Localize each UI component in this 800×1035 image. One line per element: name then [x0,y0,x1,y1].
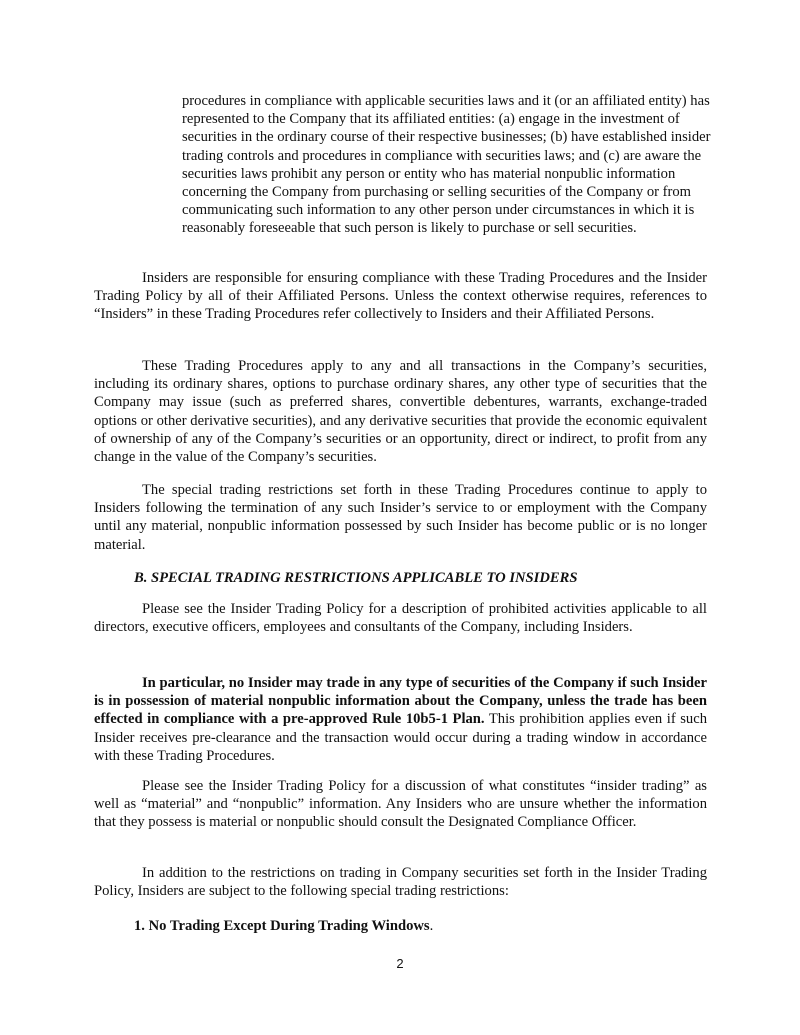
paragraph-insiders-responsible: Insiders are responsible for ensuring compliance with these Trading Procedures and the Insider Trading Policy by all of their Affiliated Persons. Unless the context otherwise requires, references to “Insiders” in these Trading Procedures refer collectively to Insiders and their Affiliated Persons. [94,270,707,323]
subsection-1-title: 1. No Trading Except During Trading Windows [134,918,430,934]
paragraph-see-discussion: Please see the Insider Trading Policy for a discussion of what constitutes “insider trading” as well as “material” and “nonpublic” information. Any Insiders who are unsure whether the information that they possess is material or nonpublic should consult the Designated Compliance Officer. [94,778,707,831]
prohibition-explanation-text: This prohibition applies even if such Insider receives pre-clearance and the transaction would occur during a trading window in accordance with these Trading Procedures. [94,711,707,764]
paragraph-in-particular [94,674,707,765]
subsection-1-period: . [429,918,434,934]
paragraph-special-restrictions-continue: The special trading restrictions set forth in these Trading Procedures continue to apply to Insiders following the termination of any such Insider’s service to or employment with the Company until any material, nonpublic information possessed by such Insider has become public or is no longer material. [94,482,707,553]
bold-prohibition-text: In particular, no Insider may trade in any type of securities of the Company if such Insider is in possession of material nonpublic information about the Company, unless the trade has been effected in compliance with a pre-approved Rule 10b5-1 Plan. [94,675,707,728]
continued-indented-paragraph: procedures in compliance with applicable securities laws and it (or an affiliated entity) has represented to the Company that its affiliated entities: (a) engage in the investment of securities in the ordinary course of their respective businesses; (b) have established insider trading controls and procedures in compliance with securities laws; and (c) are aware the securities laws prohibit any person or entity who has material nonpublic information concerning the Company from purchasing or selling securities of the Company or from communicating such information to any other person under circumstances in which it is reasonably foreseeable that such person is likely to purchase or sell securities. [182,93,711,237]
section-b-heading: B. SPECIAL TRADING RESTRICTIONS APPLICABLE TO INSIDERS [134,570,578,586]
page-number: 2 [396,956,404,971]
paragraph-see-policy: Please see the Insider Trading Policy for a description of prohibited activities applicable to all directors, executive officers, employees and consultants of the Company, including Insiders. [94,601,707,636]
subsection-1-heading [134,917,694,935]
paragraph-apply-transactions: These Trading Procedures apply to any and all transactions in the Company’s securities, including its ordinary shares, options to purchase ordinary shares, any other type of securities that the Company may issue (such as preferred shares, convertible debentures, warrants, exchange-traded options or other derivative securities), and any derivative securities that provide the economic equivalent of ownership of any of the Company’s securities or an opportunity, direct or indirect, to profit from any change in the value of the Company’s securities. [94,358,707,466]
paragraph-in-addition: In addition to the restrictions on trading in Company securities set forth in the Insider Trading Policy, Insiders are subject to the following special trading restrictions: [94,865,707,900]
